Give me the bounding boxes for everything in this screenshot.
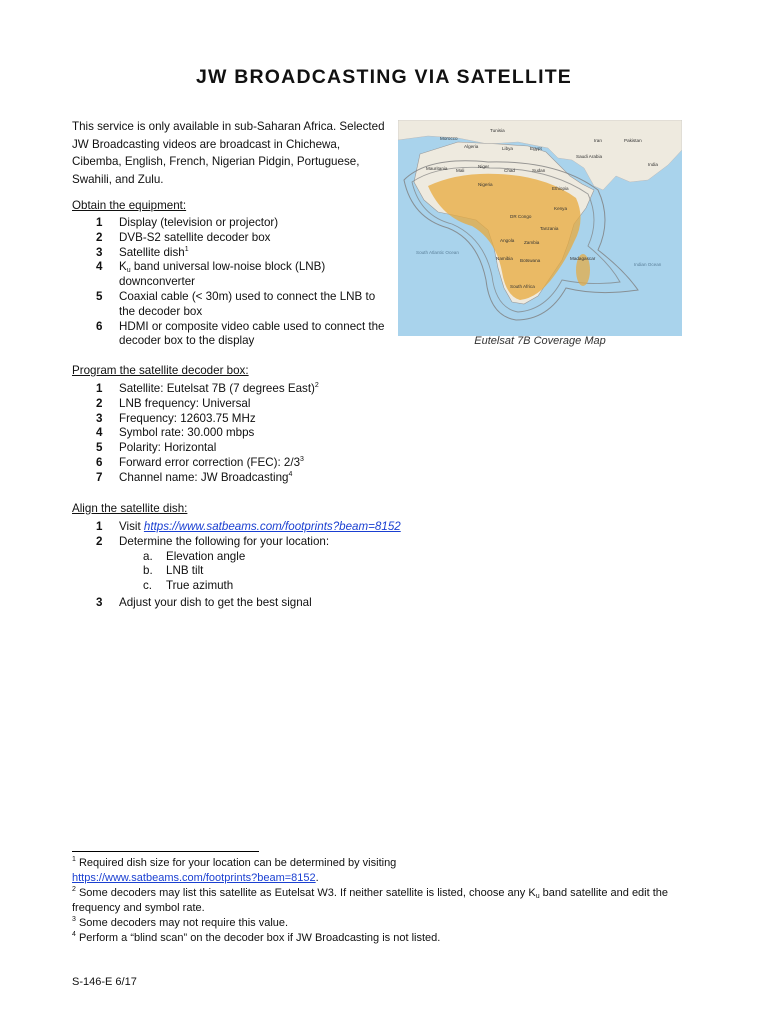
document-code: S-146-E 6/17 bbox=[72, 976, 137, 988]
list-item: 6 Forward error correction (FEC): $2/3^3$ bbox=[96, 455, 304, 469]
list-item: 3 Adjust your dish to get the best signal bbox=[96, 595, 312, 609]
footnote-3: $^3$ Some decoders may not require this value. bbox=[72, 916, 289, 929]
sub-list-item: b. LNB tilt bbox=[143, 564, 204, 578]
list-item: 5 Polarity: Horizontal bbox=[96, 441, 217, 455]
svg-text:Madagascar: Madagascar bbox=[570, 256, 596, 261]
list-item: 6 HDMI or composite video cable used to connect the decoder box to the display bbox=[96, 319, 385, 348]
coverage-map bbox=[398, 120, 682, 336]
list-item: 2 Determine the following for your location: a. Elevation angle b. LNB tilt c. True azimuth bbox=[72, 535, 492, 594]
svg-text:Egypt: Egypt bbox=[530, 146, 542, 151]
svg-text:Chad: Chad bbox=[504, 168, 515, 173]
list-item: 7 Channel name: JW Broadcasting$^4$ bbox=[96, 470, 293, 484]
svg-text:South Africa: South Africa bbox=[510, 284, 535, 289]
svg-text:Ethiopia: Ethiopia bbox=[552, 186, 569, 191]
list-item: 1 Satellite: Eutelsat 7B (7 degrees East)$^2$ bbox=[96, 382, 319, 395]
program-list bbox=[72, 382, 432, 486]
svg-text:Nigeria: Nigeria bbox=[478, 182, 493, 187]
footnotes bbox=[72, 856, 712, 946]
svg-text:Angola: Angola bbox=[500, 238, 515, 243]
location-sublist bbox=[119, 550, 492, 594]
list-item: 1 Visit https://www.satbeams.com/footprints?beam=8152 bbox=[96, 520, 401, 533]
list-item: 3 Frequency: 12603.75 MHz bbox=[96, 411, 256, 425]
svg-text:Tunisia: Tunisia bbox=[490, 128, 505, 133]
intro-paragraph: This service is only available in sub-Saharan Africa. Selected JW Broadcasting videos are broadcast in Chichewa, Cibemba, English, French, Nigerian Pidgin, Portuguese, Swahili, and Zulu. bbox=[72, 120, 385, 186]
sub-list-item: c. True azimuth bbox=[143, 579, 234, 593]
svg-text:India: India bbox=[648, 162, 658, 167]
svg-text:Niger: Niger bbox=[478, 164, 489, 169]
list-item: 5 Coaxial cable (< 30m) used to connect the LNB to the decoder box bbox=[96, 289, 376, 318]
svg-text:Mauritania: Mauritania bbox=[426, 166, 448, 171]
svg-text:DR Congo: DR Congo bbox=[510, 214, 532, 219]
svg-text:Tanzania: Tanzania bbox=[540, 226, 559, 231]
footnote-2: $^2$ Some decoders may list this satellite as Eutelsat W3. If neither satellite is listed, choose any $K_u$ band satellite and edit the frequency and symbol rate. bbox=[72, 886, 669, 914]
svg-text:Libya: Libya bbox=[502, 146, 513, 151]
map-caption: Eutelsat 7B Coverage Map bbox=[474, 335, 606, 347]
footnote-ref: 1 bbox=[184, 245, 189, 253]
svg-text:South Atlantic Ocean: South Atlantic Ocean bbox=[416, 250, 459, 255]
list-item: 4 $K_u$ band universal low-noise block (LNB) downconverter bbox=[96, 260, 326, 289]
svg-text:Pakistan: Pakistan bbox=[624, 138, 642, 143]
svg-text:Algeria: Algeria bbox=[464, 144, 479, 149]
svg-text:Saudi Arabia: Saudi Arabia bbox=[576, 154, 603, 159]
svg-text:Morocco: Morocco bbox=[440, 136, 458, 141]
page-title: JW BROADCASTING VIA SATELLITE bbox=[195, 66, 573, 88]
footnote-1: $^1$ Required dish size for your location can be determined by visiting https://www.satbeams.com/footprints?beam=8152. bbox=[72, 856, 397, 884]
list-item: 3 Satellite dish$^1$ bbox=[96, 245, 189, 259]
svg-text:Indian Ocean: Indian Ocean bbox=[634, 262, 662, 267]
list-item: 2 LNB frequency: Universal bbox=[96, 396, 251, 410]
align-list bbox=[72, 520, 492, 611]
svg-text:Namibia: Namibia bbox=[496, 256, 513, 261]
svg-text:Botswana: Botswana bbox=[520, 258, 541, 263]
svg-text:Sudan: Sudan bbox=[532, 168, 546, 173]
list-item: 2 DVB-S2 satellite decoder box bbox=[96, 230, 271, 244]
svg-text:Iran: Iran bbox=[594, 138, 602, 143]
program-heading: Program the satellite decoder box: bbox=[72, 364, 249, 377]
align-heading: Align the satellite dish: bbox=[72, 502, 188, 515]
equipment-heading: Obtain the equipment: bbox=[72, 199, 187, 212]
satbeams-link[interactable]: https://www.satbeams.com/footprints?beam=8152 bbox=[143, 520, 401, 533]
svg-text:Kenya: Kenya bbox=[554, 206, 568, 211]
footnote-link[interactable]: https://www.satbeams.com/footprints?beam=8152 bbox=[72, 872, 316, 884]
equipment-list bbox=[72, 216, 392, 349]
list-item: 4 Symbol rate: 30.000 mbps bbox=[96, 426, 255, 440]
svg-text:Mali: Mali bbox=[456, 168, 465, 173]
sub-list-item: a. Elevation angle bbox=[143, 549, 246, 563]
list-item: 1 Display (television or projector) bbox=[96, 216, 279, 229]
svg-text:Zambia: Zambia bbox=[524, 240, 540, 245]
footnote-divider bbox=[72, 851, 259, 852]
footnote-4: $^4$ Perform a “blind scan” on the decoder box if JW Broadcasting is not listed. bbox=[72, 931, 441, 944]
